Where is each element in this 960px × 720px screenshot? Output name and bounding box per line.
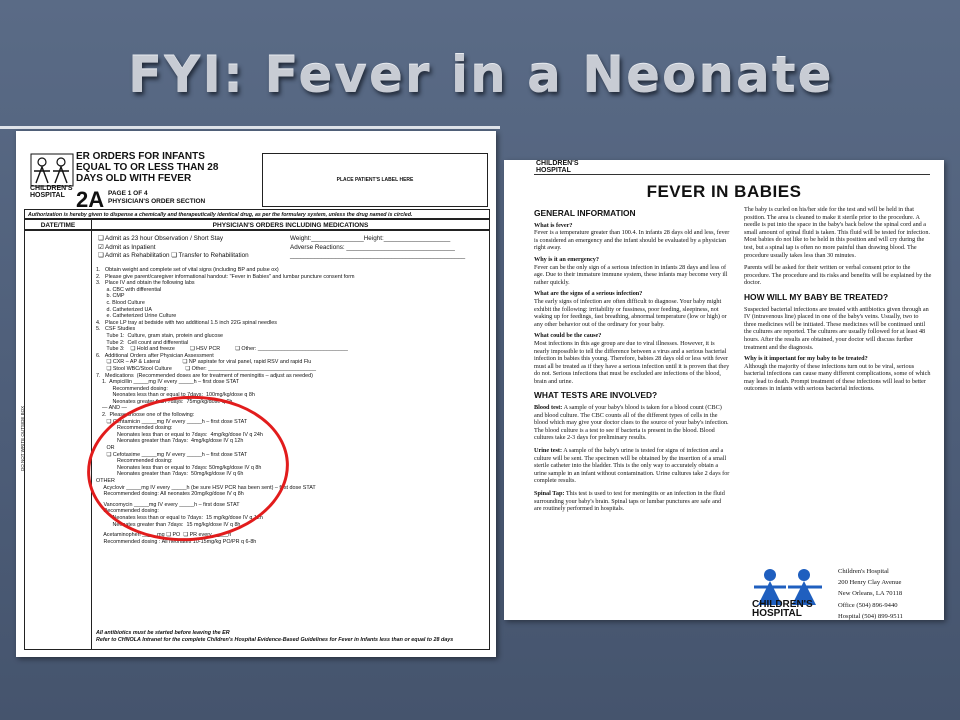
form-page-info: PAGE 1 OF 4 PHYSICIAN'S ORDER SECTION <box>108 190 206 205</box>
weight-field: Adverse Reactions: _______________________________ <box>290 243 455 251</box>
urine-test-text: Urine test: A sample of the baby's urine is tested for signs of infection and a culture will be sent. The specimen will be obtained by the insertion of a small sterile catheter into the bladder. This is the only way to accurately obtain a urine sample in an infant without contamination. Urine cultures take 2 days for complete results. <box>534 447 730 485</box>
contact-line: 200 Henry Clay Avenue <box>838 579 902 587</box>
question-heading: What are the signs of a serious infection? <box>534 290 643 298</box>
order-line: Neonates less than or equal to 7days: 50mg/kg/dose IV q 8h <box>96 464 262 471</box>
answer-text: Most infections in this age group are due to viral illnesses. However, it is nearly impossible to tell the difference between a virus and a serious bacterial infection in babies this young. Therefore, babies 28 days old or less with fever must all be treated as if they have a serious infection until it is proven that they do not. Serious infections that must be excluded are infections of the blood, brain and urine. <box>534 339 730 385</box>
urine-test-label: Urine test: <box>534 447 563 455</box>
order-line: Tube 2: Cell count and differential <box>96 339 189 346</box>
date-time-header: DATE/TIME <box>24 219 92 230</box>
answer-text: Fever is a temperature greater than 100.4. In infants 28 days old and less, fever is considered an emergency and the infant should be evaluated by a physician right away. <box>534 229 730 252</box>
order-line: Tube 3: ❏ Hold and freeze ❏ HSV PCR ❏ Other: ______________________________ <box>96 346 348 353</box>
order-line: 4. Place LP tray at bedside with two additional 1.5 inch 22G spinal needles <box>96 319 277 326</box>
order-line: 1. Obtain weight and complete set of vital signs (including BP and pulse ox) <box>96 267 279 273</box>
order-line: ❏ Stool WBC/Stool Culture ❏ Other: ____________________________________ <box>96 365 317 372</box>
handout-column-left <box>534 206 730 513</box>
question-heading: Why is it an emergency? <box>534 255 599 263</box>
order-line: Acyclovir _____mg IV every _____h (be sure HSV PCR has been sent) – first dose STAT <box>96 484 316 491</box>
order-line: Recommended dosing: <box>96 385 168 392</box>
hospital-contact <box>838 566 903 620</box>
order-line: 7. Medications (Recommended doses are for treatment of meningitis – adjust as needed) <box>96 372 313 379</box>
order-line: 5. CSF Studies <box>96 326 136 333</box>
order-line: 2. Please choose one of the following: <box>96 412 195 419</box>
spinal-tap-text: Spinal Tap: This test is used to test for meningitis or an infection in the fluid surrounding your baby's brain. Spinal taps or lumbar punctures are safe and are routinely performed in hospitals. <box>534 490 725 513</box>
title-rule <box>0 126 500 129</box>
answer-text: Although the majority of these infections turn out to be viral, serious bacterial infections can cause many different complications, some of which may lead to death. Prompt treatment of these infections will lead to better outcomes in infants with serious bacterial infections. <box>744 362 931 393</box>
admit-option: ❏ Admit as Rehabilitation ❏ Transfer to Rehabilitation <box>98 252 249 259</box>
general-heading: GENERAL INFORMATION <box>534 208 636 218</box>
handout-title: FEVER IN BABIES <box>646 182 802 201</box>
order-line: Neonates less than or equal to 7days: 100mg/kg/dose q 8h <box>96 392 255 399</box>
form-title: ER ORDERS FOR INFANTS EQUAL TO OR LESS THAN 28 DAYS OLD WITH FEVER <box>76 151 219 184</box>
order-line: a. CBC with differential <box>96 286 162 293</box>
treated-heading: HOW WILL MY BABY BE TREATED? <box>744 291 889 302</box>
order-line: ❏ Cefotaxime _____mg IV every _____h – first dose STAT <box>96 451 248 458</box>
form-footer <box>96 630 486 643</box>
order-line: Neonates greater than 7days: 4mg/kg/dose IV q 12h <box>96 438 244 445</box>
patient-label-box: PLACE PATIENT'S LABEL HERE <box>262 153 488 207</box>
order-line: Neonates greater than 7days: 15 mg/kg/dose IV q 8h <box>96 521 241 528</box>
weight-field: Weight:_______________Height:___________________ <box>290 235 451 242</box>
logo-text: CHILDREN'S HOSPITAL <box>30 185 73 199</box>
handout-logo-top: CHILDREN'S HOSPITAL <box>536 160 579 174</box>
date-column <box>24 230 92 650</box>
order-line: Neonates greater than 7days: 75mg/kg/dose q 6h <box>96 398 233 405</box>
answer-text: Fever can be the only sign of a serious infection in infants 28 days and less of age. Due to their immature immune system, these infants may become very ill rather quickly. <box>534 263 728 286</box>
order-line: 6. Additional Orders after Physician Assessment <box>96 352 214 359</box>
procedure-text: The baby is curled on his/her side for the test and will be held in that position. The area is cleaned to make it sterile prior to the procedure. A needle is put into the space in the baby's back below the spinal cord and a small amount of spinal fluid is taken. This fluid will be tested for infection. Most babies do not like to be held in this position and will cry during the test, but a spinal tap is often no more painful than drawing blood. The procedure usually takes less than 30 minutes. <box>744 206 930 259</box>
footer-line: All antibiotics must be started before leaving the ER <box>96 630 230 636</box>
consent-text: Parents will be asked for their written or verbal consent prior to the procedure. The procedure and its risks and benefits will be explained by the doctor. <box>744 264 932 287</box>
admit-options <box>98 235 249 261</box>
er-order-form-image <box>16 131 496 657</box>
weight-fields <box>290 235 465 261</box>
handout-logo-bottom: CHILDREN'S HOSPITAL <box>752 599 813 619</box>
order-line: Recommended dosing: <box>96 508 159 515</box>
order-line: Acetaminophen _____mg ❏ PO ❏ PR every _____h <box>96 532 232 539</box>
order-line: 1. Ampicillin _____mg IV every _____h – first dose STAT <box>96 379 240 386</box>
orders-header: PHYSICIAN'S ORDERS INCLUDING MEDICATIONS <box>92 219 490 230</box>
order-line: Recommended dosing: <box>96 458 173 465</box>
contact-line: Office (504) 896-9440 <box>838 601 898 609</box>
order-line: Neonates greater than 7days: 50mg/kg/dose IV q 6h <box>96 471 244 478</box>
children-hospital-logo <box>30 153 74 187</box>
question-heading: What is fever? <box>534 221 573 229</box>
spinal-tap-label: Spinal Tap: <box>534 490 565 497</box>
order-line: Recommended dosing : All neonates 10-15mg/kg PO/PR q 6-8h <box>96 538 257 545</box>
blood-test-label: Blood test: <box>534 404 563 412</box>
admit-option: ☑ Admit as Inpatient <box>98 243 156 251</box>
handout-rule <box>534 174 930 175</box>
handout-column-right <box>744 206 932 393</box>
weight-field: __________________________________________________ <box>290 252 466 259</box>
order-line: d. Catheterized UA <box>96 306 153 313</box>
side-margin-text: DO NOT WRITE OUTSIDE BOX <box>20 405 25 471</box>
order-line: Neonates less than or equal to 7days: 15 mg/kg/dose IV q 12h <box>96 514 263 521</box>
order-line: OR <box>96 445 115 452</box>
order-line: Neonates less than or equal to 7days: 4mg/kg/dose IV q 24h <box>96 431 263 438</box>
order-line: 2. Please give parent/caregiver informational handout: "Fever in Babies" and lumbar puncture consent form <box>96 273 355 280</box>
authorization-note: Authorization is hereby given to dispense a chemically and therapeutically identical drug, as per the formulary system, unless the drug named is circled. <box>24 209 490 219</box>
footer-line: Refer to CHNOLA Intranet for the complete Children's Hospital Evidence-Based Guidelines for Fever in Infants less than or equal to 28 days <box>96 636 454 643</box>
fever-in-babies-handout-image <box>504 160 944 620</box>
order-line: e. Catheterized Urine Culture <box>96 313 177 320</box>
form-number: 2A <box>76 187 105 212</box>
order-line: ❏ Gentamicin _____mg IV every _____h – first dose STAT <box>96 418 248 425</box>
order-line: OTHER <box>96 478 115 484</box>
contact-line: Children's Hospital <box>838 568 889 575</box>
treated-text: Suspected bacterial infections are treated with antibiotics given through an IV (intravenous line) placed in one of the baby's veins. Usually, two to three medicines will be initiated. These medicines will be continued until the cultures are reported. The cultures are usually followed for at least 48 hours. After the results are obtained, your doctor will discuss further treatment and the diagnosis. <box>744 305 929 351</box>
question-heading: What could be the cause? <box>534 332 602 340</box>
order-line: Recommended dosing: <box>96 425 173 432</box>
admit-option: ❏ Admit as 23 hour Observation / Short Stay <box>98 235 223 242</box>
blood-test-text: Blood test: A sample of your baby's blood is taken for a blood count (CBC) and blood culture. The CBC counts all of the different types of cells in the blood which may give your doctor clues to the source of your baby's infection. The blood culture is a test to see if bacteria is present in the blood. Blood cultures take 2-3 days for preliminary results. <box>534 404 729 442</box>
order-line: Tube 1: Culture, gram stain, protein and glucose <box>96 332 224 339</box>
order-line: Vancomycin _____mg IV every _____h – first dose STAT <box>96 501 240 508</box>
order-line: b. CMP <box>96 293 125 300</box>
order-line: ❏ CXR – AP & Lateral ❏ NP aspirate for viral panel, rapid RSV and rapid Flu <box>96 359 312 366</box>
answer-text: The early signs of infection are often difficult to diagnose. Your baby might exhibit the following: irritability or fussiness, poor feeding, sleepiness, not waking up for feedings, fast breathing, abnormal temperature (low or high) or any other behavior out of the ordinary for your baby. <box>534 297 727 328</box>
order-line: 3. Place IV and obtain the following labs <box>96 280 195 287</box>
order-line: — AND — <box>96 405 127 412</box>
order-line: Recommended dosing: All neonates 20mg/kg/dose IV q 8h <box>96 491 244 498</box>
question-heading: Why is it important for my baby to be treated? <box>744 355 868 363</box>
tests-heading: WHAT TESTS ARE INVOLVED? <box>534 390 658 401</box>
order-line: c. Blood Culture <box>96 299 145 306</box>
contact-line: Hospital (504) 899-9511 <box>838 612 903 620</box>
slide-title: FYI: Fever in a Neonate <box>128 46 834 104</box>
contact-line: New Orleans, LA 70118 <box>838 590 903 598</box>
